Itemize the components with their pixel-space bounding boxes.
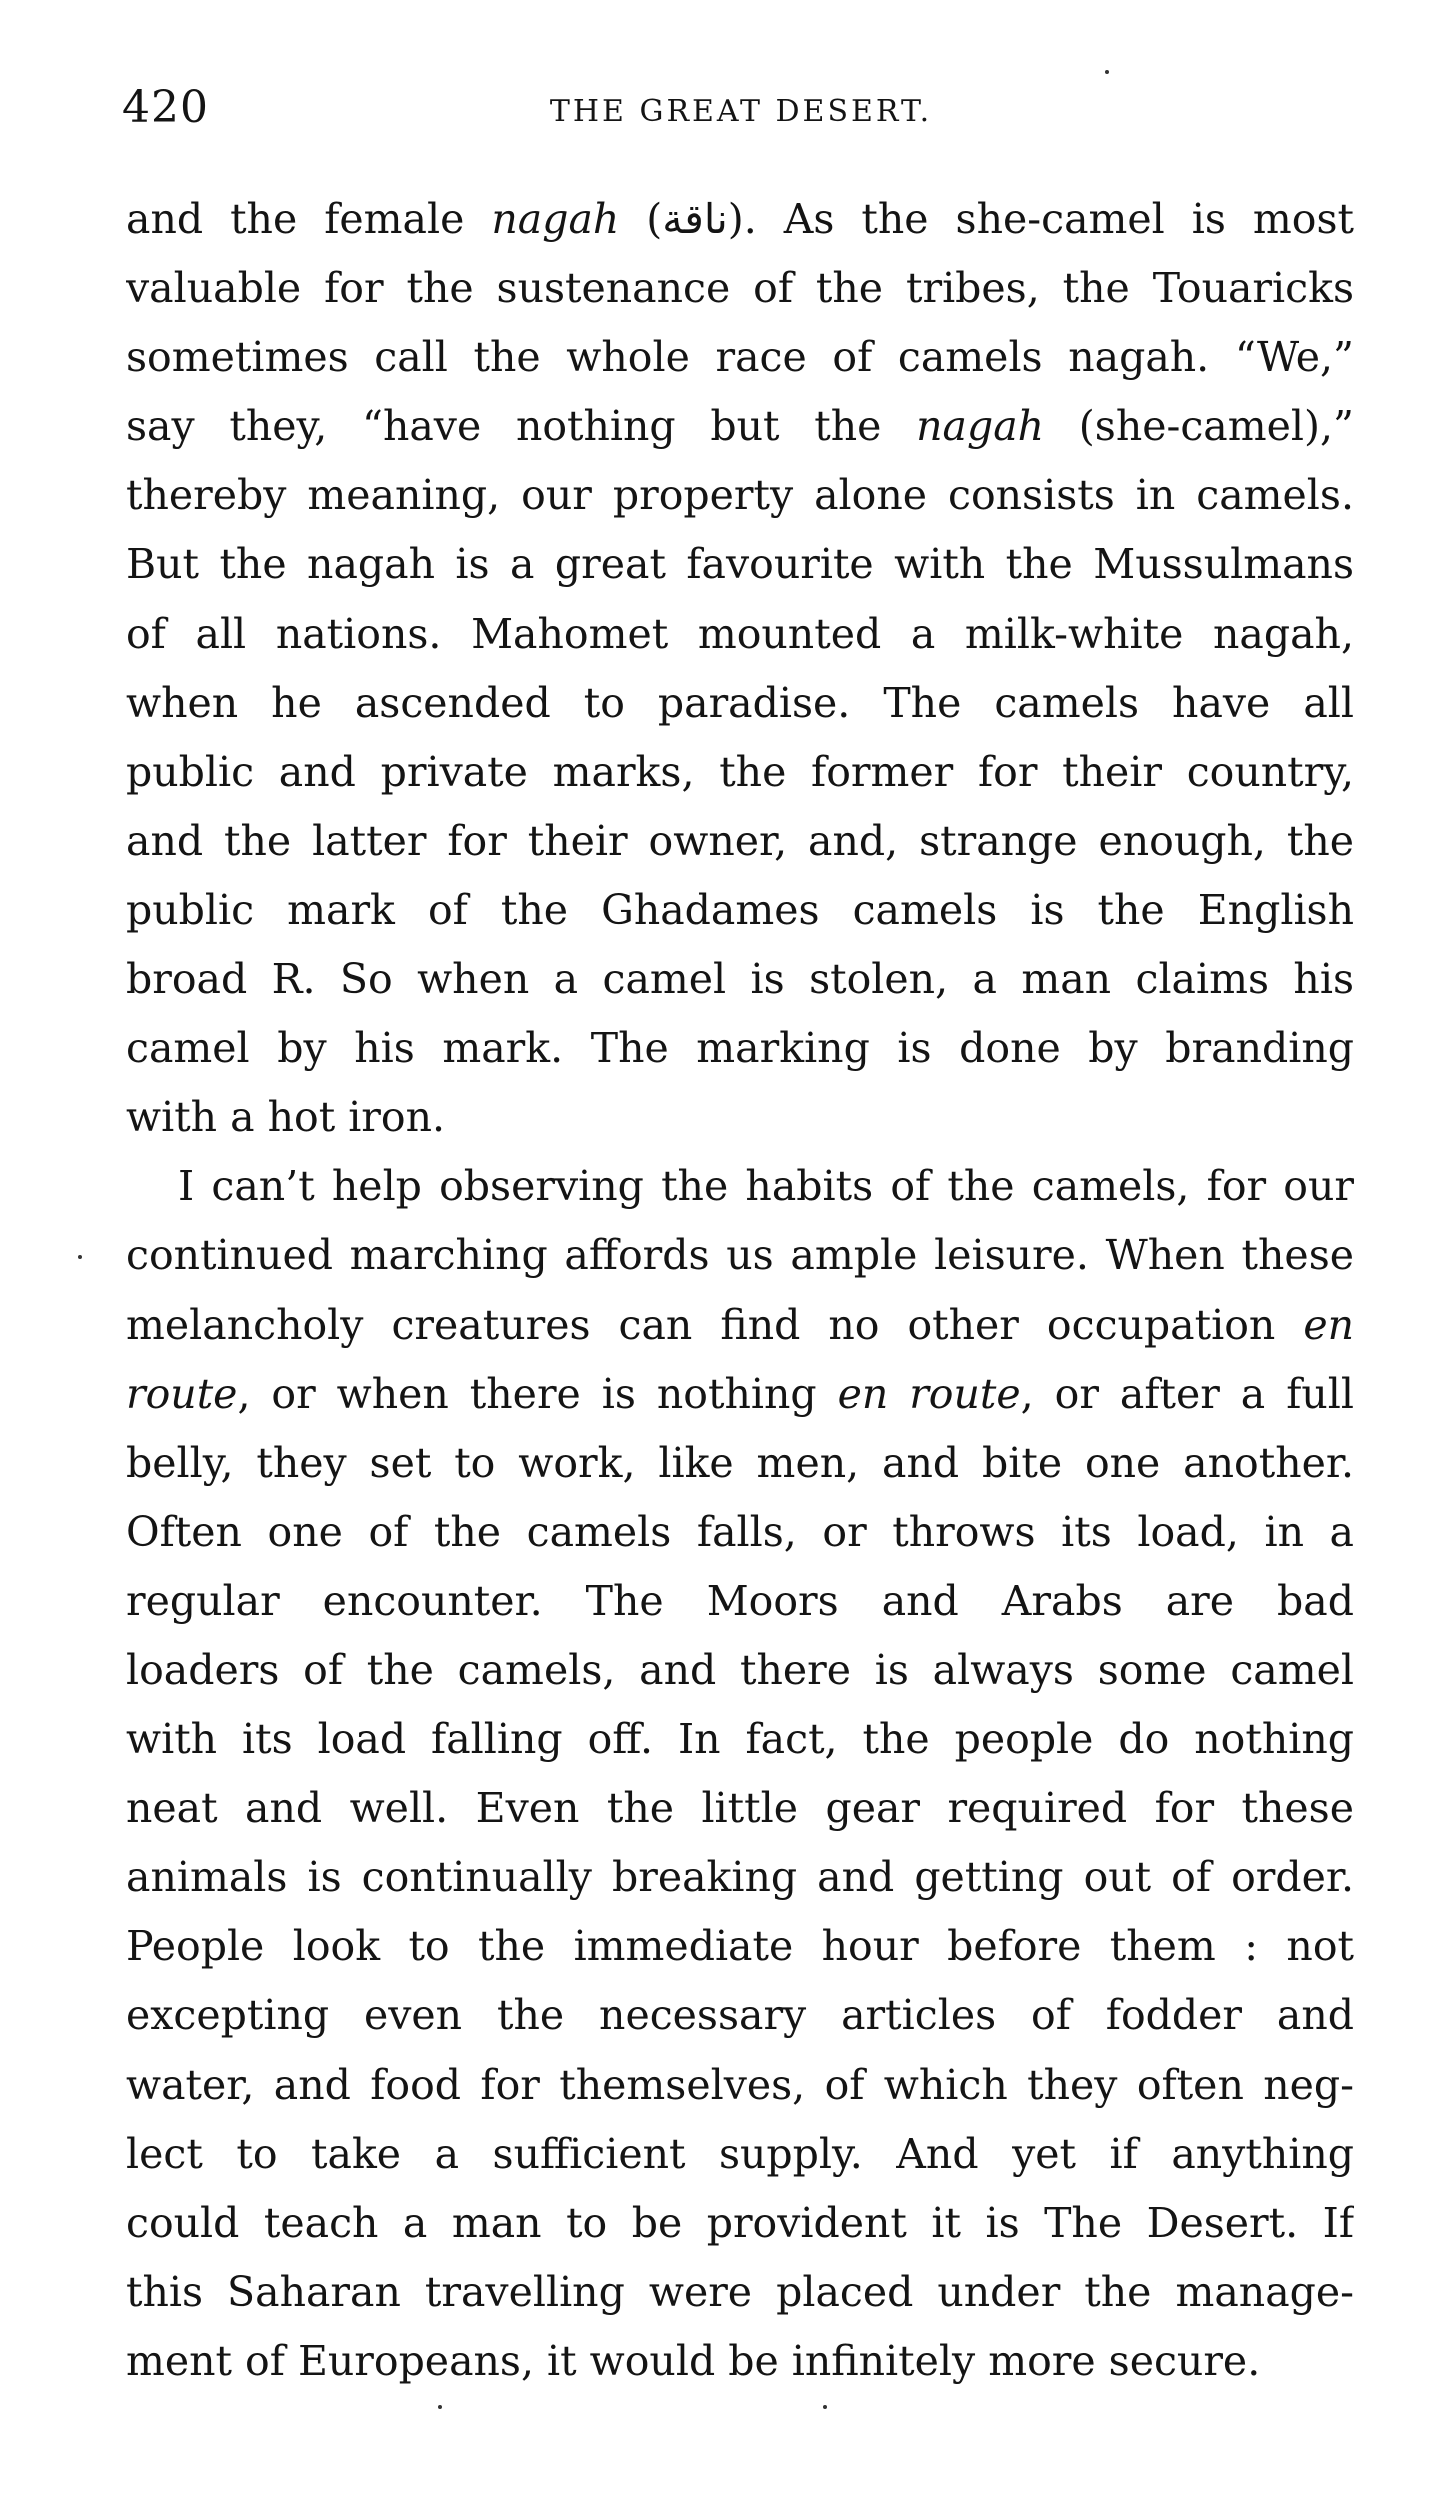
text-line — [126, 1014, 1354, 1083]
italic-run: route — [126, 1369, 238, 1418]
text-line — [126, 600, 1354, 669]
text-run: People look to the immediate hour before them : not — [126, 1922, 1354, 1971]
text-run: could teach a man to be provident it is The Desert. If — [126, 2198, 1354, 2247]
text-line — [126, 1705, 1354, 1774]
text-run: loaders of the camels, and there is always some camel — [126, 1645, 1354, 1694]
text-line — [126, 1567, 1354, 1636]
text-line — [126, 1981, 1354, 2050]
text-line — [126, 1843, 1354, 1912]
text-run: continued marching affords us ample leisure. When these — [126, 1231, 1354, 1280]
text-line — [126, 738, 1354, 807]
text-line — [126, 2258, 1354, 2327]
text-line — [126, 2189, 1354, 2258]
text-run: public and private marks, the former for their country, — [126, 747, 1354, 796]
text-run: lect to take a sufficient supply. And yet if anything — [126, 2129, 1354, 2178]
text-run: thereby meaning, our property alone consists in camels. — [126, 471, 1354, 520]
text-line — [126, 1774, 1354, 1843]
text-run: (ناقة). As the she-camel is most — [619, 195, 1354, 243]
text-run: ment of Europeans, it would be infinitely more secure. — [126, 2336, 1261, 2385]
text-line — [126, 807, 1354, 876]
text-run: this Saharan travelling were placed under the manage- — [126, 2267, 1354, 2316]
text-line — [126, 392, 1354, 461]
italic-run: nagah — [491, 195, 620, 243]
page-number: 420 — [122, 82, 209, 133]
text-run: say they, “have nothing but the — [126, 402, 917, 451]
text-run: Often one of the camels falls, or throws its load, in a — [126, 1507, 1354, 1556]
text-run: animals is continually breaking and getting out of order. — [126, 1853, 1354, 1902]
italic-run: en route — [837, 1369, 1021, 1418]
text-line — [126, 1083, 1354, 1152]
text-run: I can’t help observing the habits of the camels, for our — [178, 1162, 1354, 1211]
text-line — [126, 1221, 1354, 1290]
running-title: THE GREAT DESERT. — [549, 94, 933, 129]
text-run: water, and food for themselves, of which they often neg- — [126, 2060, 1354, 2109]
text-run: with its load falling off. In fact, the people do nothing — [126, 1715, 1354, 1764]
text-line — [126, 945, 1354, 1014]
text-run: neat and well. Even the little gear required for these — [126, 1784, 1354, 1833]
text-line — [126, 876, 1354, 945]
text-line — [126, 530, 1354, 599]
text-run: excepting even the necessary articles of fodder and — [126, 1991, 1354, 2040]
text-line — [126, 1360, 1354, 1429]
text-line — [126, 1498, 1354, 1567]
text-line — [126, 185, 1354, 254]
text-run: belly, they set to work, like men, and bite one another. — [126, 1438, 1354, 1487]
print-speck — [823, 2405, 827, 2409]
text-line — [126, 323, 1354, 392]
text-line — [126, 669, 1354, 738]
text-run: (she-camel),” — [1044, 402, 1354, 451]
text-line — [126, 1291, 1354, 1360]
text-run: and the female — [126, 195, 492, 243]
text-line — [126, 2120, 1354, 2189]
text-line — [126, 1152, 1354, 1221]
text-run: broad R. So when a camel is stolen, a man claims his — [126, 955, 1354, 1004]
italic-run: en — [1303, 1300, 1354, 1349]
text-run: valuable for the sustenance of the tribes, the Touaricks — [126, 264, 1354, 313]
text-run: when he ascended to paradise. The camels have all — [126, 678, 1354, 727]
running-head — [122, 78, 1350, 138]
text-run: sometimes call the whole race of camels nagah. “We,” — [126, 333, 1354, 382]
body-text — [126, 185, 1354, 2396]
print-speck — [78, 1255, 82, 1259]
text-run: with a hot iron. — [126, 1093, 446, 1142]
text-run: melancholy creatures can find no other occupation — [126, 1300, 1304, 1349]
text-line — [126, 254, 1354, 323]
italic-run: nagah — [916, 402, 1045, 451]
text-run: But the nagah is a great favourite with the Mussulmans — [126, 540, 1354, 589]
text-line — [126, 1429, 1354, 1498]
text-line — [126, 2051, 1354, 2120]
text-run: , or after a full — [1020, 1369, 1354, 1418]
text-run: of all nations. Mahomet mounted a milk-white nagah, — [126, 609, 1354, 658]
text-line — [126, 1636, 1354, 1705]
text-line — [126, 1912, 1354, 1981]
text-run: public mark of the Ghadames camels is the English — [126, 885, 1354, 934]
print-speck — [1105, 70, 1109, 74]
text-run: camel by his mark. The marking is done by branding — [126, 1024, 1354, 1073]
text-line — [126, 461, 1354, 530]
text-run: , or when there is nothing — [237, 1369, 838, 1418]
print-speck — [438, 2405, 442, 2409]
text-line — [126, 2327, 1354, 2396]
text-run: and the latter for their owner, and, strange enough, the — [126, 816, 1354, 865]
text-run: regular encounter. The Moors and Arabs are bad — [126, 1576, 1354, 1625]
